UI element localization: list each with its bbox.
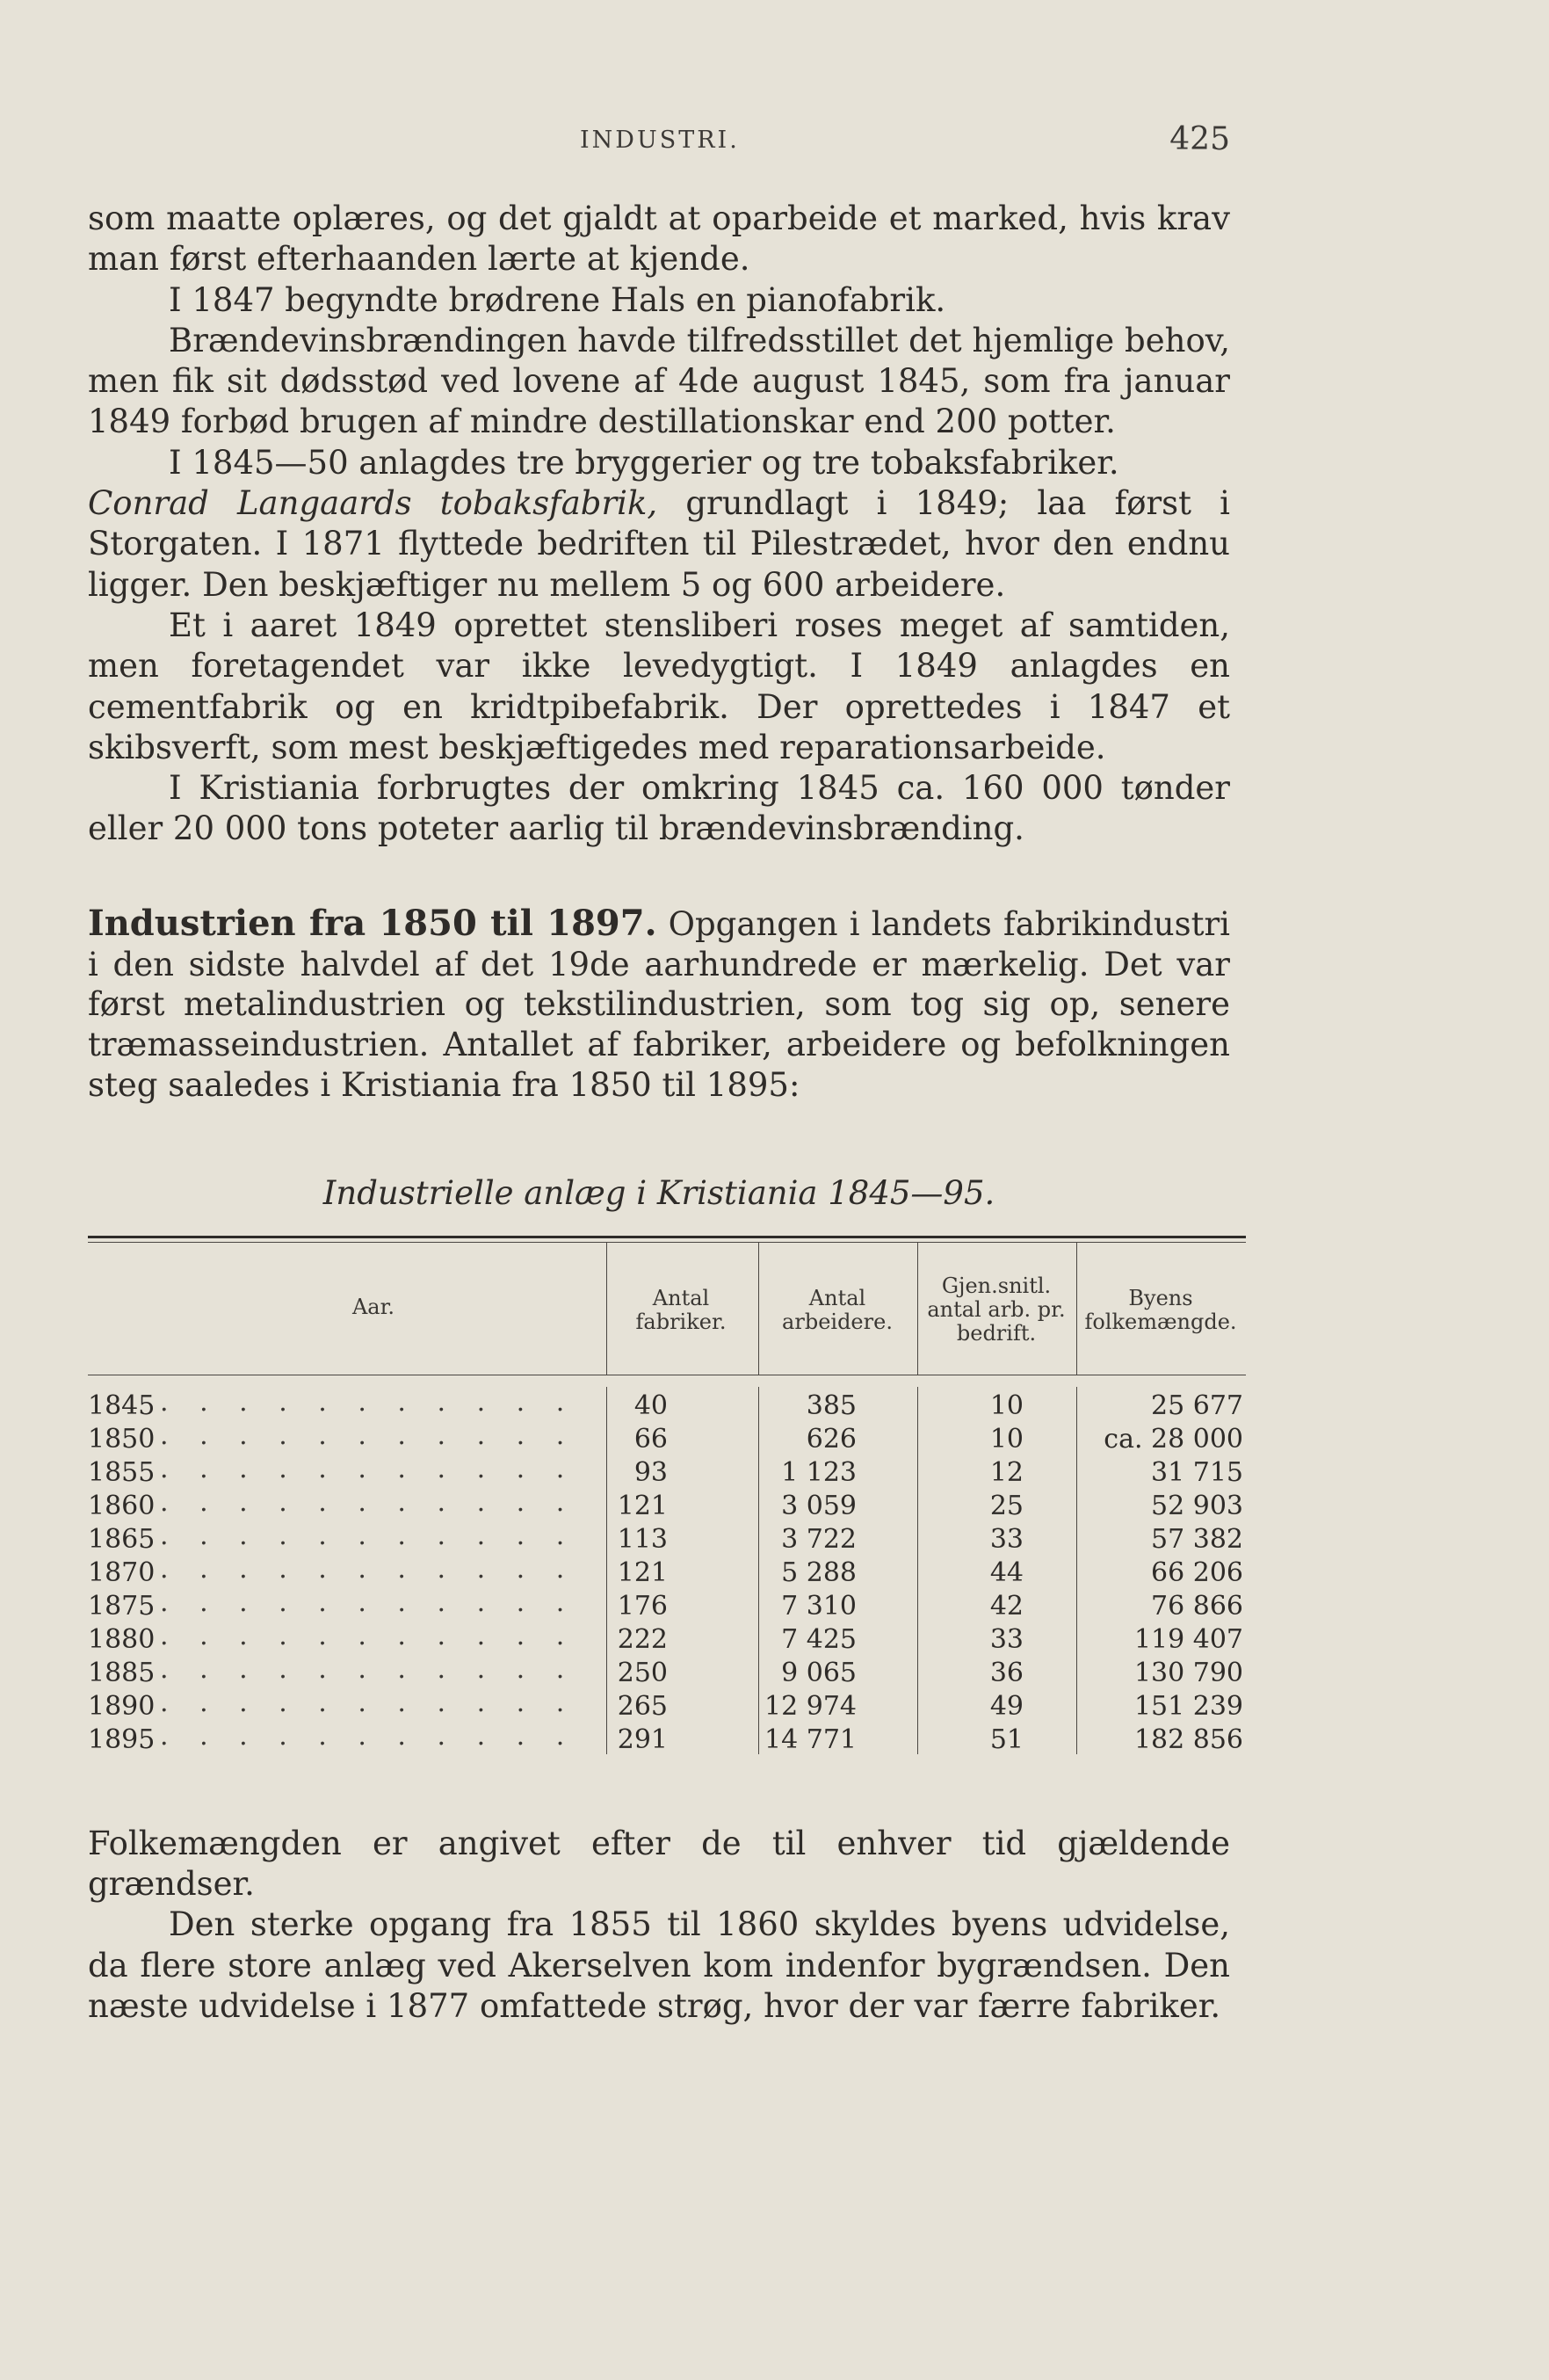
- table-row: [88, 1520, 1246, 1557]
- cell-fabriker: 176: [617, 1591, 668, 1622]
- cell-folkemaengde: 31 715: [1151, 1457, 1243, 1488]
- table-title: Industrielle anlæg i Kristiania 1845—95.: [322, 1174, 995, 1212]
- leader-dots: . . . . . . . . . . .: [160, 1420, 576, 1451]
- cell-gjennemsnit: 51: [989, 1724, 1024, 1755]
- header-gjennemsnit: Gjen.snitl. antal arb. pr. bedrift.: [927, 1273, 1066, 1346]
- paragraph: Brændevinsbrændingen havde tilfredsstillet det hjemlige behov, men fik sit dødsstød ved lovene af 4de august 1845, som fra januar 1849 forbød brugen af mindre destillationskar end 200 potter.: [88, 321, 1230, 441]
- cell-fabriker: 66: [633, 1424, 668, 1455]
- cell-fabriker: 265: [617, 1691, 668, 1722]
- header-folkemaengde: Byens folkemængde.: [1084, 1286, 1237, 1334]
- body-text-bottom: [88, 1824, 1230, 2027]
- paragraph: Et i aaret 1849 oprettet stensliberi roses meget af samtiden, men foretagendet var ikke levedygtigt. I 1849 anlagdes en cementfabrik og en kridtpibefabrik. Der oprettedes i 1847 et skibsverft, som mest beskjæftigedes med reparationsarbeide.: [88, 606, 1230, 766]
- cell-fabriker: 121: [617, 1491, 668, 1521]
- cell-folkemaengde: 52 903: [1151, 1491, 1243, 1521]
- cell-folkemaengde: 182 856: [1133, 1724, 1243, 1755]
- header-fabriker: Antal fabriker.: [635, 1286, 727, 1334]
- paragraph-langaard: [88, 483, 1230, 606]
- leader-dots: . . . . . . . . . . .: [160, 1587, 576, 1618]
- cell-year: 1870: [88, 1557, 156, 1588]
- running-title: INDUSTRI.: [580, 127, 740, 154]
- cell-folkemaengde: ca. 28 000: [1104, 1424, 1243, 1455]
- leader-dots: . . . . . . . . . . .: [160, 1454, 576, 1484]
- table-top-rule: [88, 1236, 1246, 1238]
- section-paragraph: [88, 903, 1230, 1106]
- paragraph: Den sterke opgang fra 1855 til 1860 skyldes byens udvidelse, da flere store anlæg ved Akerselven kom indenfor bygrændsen. Den næste udvidelse i 1877 omfattede strøg, hvor der var færre fabriker.: [88, 1905, 1230, 2025]
- leader-dots: . . . . . . . . . . .: [160, 1520, 576, 1551]
- table-row: [88, 1420, 1246, 1457]
- header-arbeidere: Antal arbeidere.: [782, 1286, 893, 1334]
- table-row: [88, 1387, 1246, 1424]
- page-number: 425: [1169, 121, 1230, 157]
- paragraph: I 1847 begyndte brødrene Hals en pianofabrik.: [169, 280, 946, 319]
- cell-fabriker: 291: [617, 1724, 668, 1755]
- cell-gjennemsnit: 33: [989, 1524, 1024, 1555]
- leader-dots: . . . . . . . . . . .: [160, 1387, 576, 1418]
- cell-folkemaengde: 25 677: [1151, 1390, 1243, 1421]
- page-header: [88, 121, 1230, 165]
- cell-arbeidere: 9 065: [781, 1658, 857, 1688]
- column-divider: [606, 1243, 607, 1375]
- cell-arbeidere: 385: [806, 1390, 857, 1421]
- paragraph: I 1845—50 anlagdes tre bryggerier og tre tobaksfabriker.: [169, 443, 1119, 482]
- cell-folkemaengde: 66 206: [1151, 1557, 1243, 1588]
- cell-gjennemsnit: 10: [989, 1424, 1024, 1455]
- cell-arbeidere: 3 722: [781, 1524, 857, 1555]
- leader-dots: . . . . . . . . . . .: [160, 1554, 576, 1585]
- leader-dots: . . . . . . . . . . .: [160, 1654, 576, 1685]
- cell-gjennemsnit: 49: [989, 1691, 1024, 1722]
- cell-fabriker: 113: [617, 1524, 668, 1555]
- italic-company-name: Conrad Langaards tobaksfabrik,: [88, 484, 658, 523]
- cell-arbeidere: 7 310: [781, 1591, 857, 1622]
- header-year: Aar.: [351, 1295, 395, 1319]
- table-row: [88, 1654, 1246, 1691]
- section-industrien: [88, 903, 1230, 1106]
- table-row: [88, 1687, 1246, 1724]
- cell-arbeidere: 1 123: [781, 1457, 857, 1488]
- section-text: Opgangen i landets fabrikindustri i den sidste halvdel af det 19de aarhundrede er mærkelig. Det var først metalindustrien og tekstilindustrien, som tog sig op, senere træmasseindustrien. Antallet af fabriker, arbeidere og befolkningen steg saaledes i Kristiania fra 1850 til 1895:: [88, 905, 1230, 1104]
- cell-fabriker: 121: [617, 1557, 668, 1588]
- table-row: [88, 1721, 1246, 1758]
- cell-gjennemsnit: 44: [989, 1557, 1024, 1588]
- cell-arbeidere: 3 059: [781, 1491, 857, 1521]
- cell-fabriker: 250: [617, 1658, 668, 1688]
- table-row: [88, 1454, 1246, 1491]
- leader-dots: . . . . . . . . . . .: [160, 1487, 576, 1518]
- table-row: [88, 1554, 1246, 1591]
- table-row: [88, 1621, 1246, 1658]
- column-divider: [758, 1243, 759, 1375]
- cell-year: 1850: [88, 1424, 156, 1455]
- leader-dots: . . . . . . . . . . .: [160, 1621, 576, 1651]
- cell-gjennemsnit: 42: [989, 1591, 1024, 1622]
- body-text-top: [88, 199, 1230, 850]
- leader-dots: . . . . . . . . . . .: [160, 1687, 576, 1718]
- cell-arbeidere: 14 771: [764, 1724, 857, 1755]
- cell-folkemaengde: 76 866: [1151, 1591, 1243, 1622]
- cell-fabriker: 40: [633, 1390, 668, 1421]
- cell-year: 1865: [88, 1524, 156, 1555]
- cell-year: 1845: [88, 1390, 156, 1421]
- cell-year: 1860: [88, 1491, 156, 1521]
- cell-arbeidere: 626: [806, 1424, 857, 1455]
- section-heading: Industrien fra 1850 til 1897.: [88, 903, 657, 944]
- cell-folkemaengde: 57 382: [1151, 1524, 1243, 1555]
- table-row: [88, 1487, 1246, 1524]
- paragraph: Folkemængden er angivet efter de til enhver tid gjældende grændser.: [88, 1825, 1230, 1904]
- table-top-rule-inner: [88, 1242, 1246, 1243]
- cell-arbeidere: 12 974: [764, 1691, 857, 1722]
- cell-year: 1875: [88, 1591, 156, 1622]
- cell-gjennemsnit: 36: [989, 1658, 1024, 1688]
- cell-gjennemsnit: 10: [989, 1390, 1024, 1421]
- cell-year: 1880: [88, 1624, 156, 1655]
- paragraph: I Kristiania forbrugtes der omkring 1845 ca. 160 000 tønder eller 20 000 tons poteter aarlig til brændevinsbrænding.: [88, 769, 1230, 848]
- cell-year: 1895: [88, 1724, 156, 1755]
- table-row: [88, 1587, 1246, 1624]
- cell-arbeidere: 5 288: [781, 1557, 857, 1588]
- leader-dots: . . . . . . . . . . .: [160, 1721, 576, 1752]
- cell-gjennemsnit: 12: [989, 1457, 1024, 1488]
- cell-folkemaengde: 130 790: [1133, 1658, 1243, 1688]
- column-divider: [1076, 1243, 1077, 1375]
- paragraph: som maatte oplæres, og det gjaldt at oparbeide et marked, hvis krav man først efterhaanden lærte at kjende.: [88, 200, 1230, 279]
- cell-year: 1885: [88, 1658, 156, 1688]
- cell-gjennemsnit: 33: [989, 1624, 1024, 1655]
- paragraph-text: grundlagt i 1849; laa først i Storgaten. I 1871 flyttede bedriften til Pilestrædet, hvor den endnu ligger. Den beskjæftiger nu mellem 5 og 600 arbeidere.: [88, 484, 1230, 604]
- column-divider: [917, 1243, 918, 1375]
- cell-year: 1855: [88, 1457, 156, 1488]
- cell-folkemaengde: 119 407: [1133, 1624, 1243, 1655]
- cell-arbeidere: 7 425: [781, 1624, 857, 1655]
- cell-gjennemsnit: 25: [989, 1491, 1024, 1521]
- cell-fabriker: 93: [633, 1457, 668, 1488]
- cell-year: 1890: [88, 1691, 156, 1722]
- cell-fabriker: 222: [617, 1624, 668, 1655]
- cell-folkemaengde: 151 239: [1133, 1691, 1243, 1722]
